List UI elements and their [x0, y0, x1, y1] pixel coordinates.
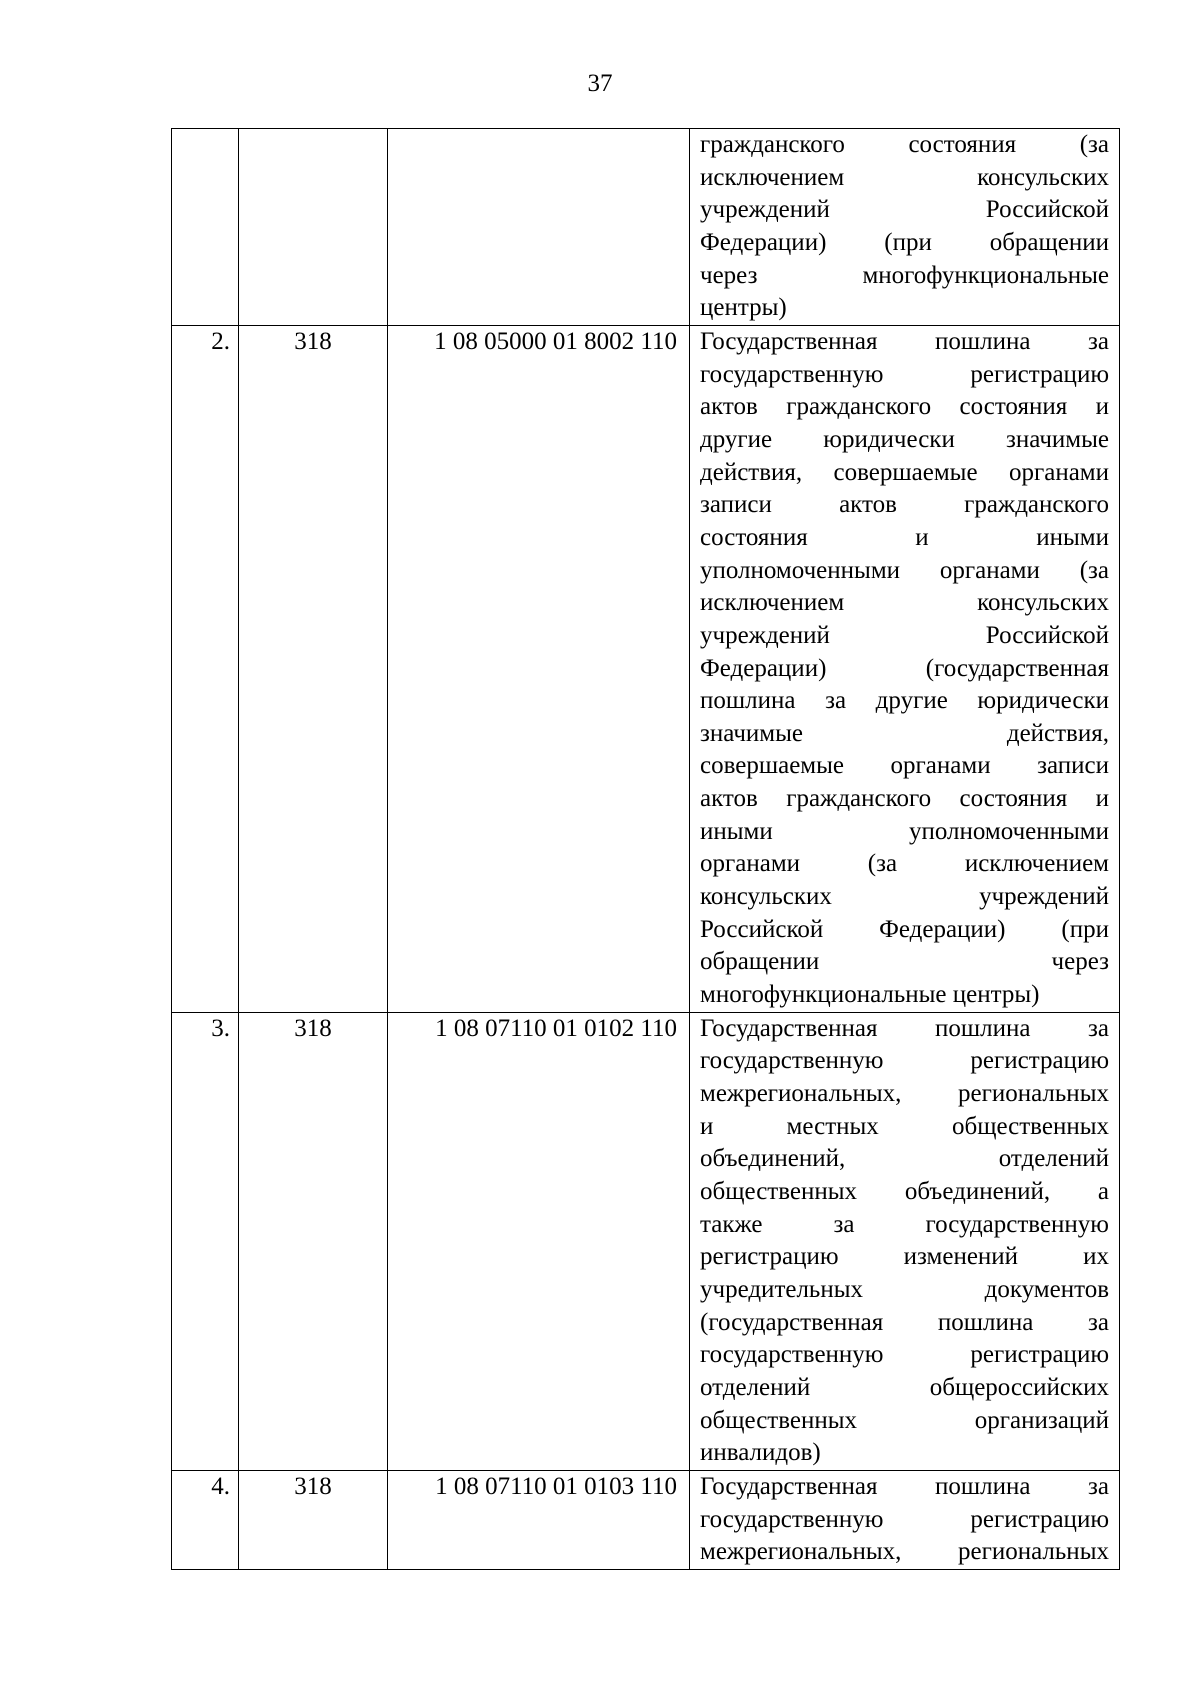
description-line: регистрацию изменений их [700, 1243, 1109, 1271]
description-line: обращении через [700, 948, 1109, 976]
description-line: гражданского состояния (за [700, 131, 1109, 158]
description-line: инвалидов) [700, 1439, 821, 1467]
description-line: действия, совершаемые органами [700, 458, 1109, 486]
description-line: совершаемые органами записи [700, 752, 1109, 780]
description-line: межрегиональных, региональных [700, 1538, 1109, 1566]
description-line: Государственная пошлина за [700, 1472, 1109, 1500]
income-description-cell [690, 129, 1120, 326]
income-codes-table [171, 128, 1120, 1570]
description-line: государственную регистрацию [700, 1505, 1109, 1533]
description-line: (государственная пошлина за [700, 1308, 1109, 1336]
description-line: консульских учреждений [700, 883, 1109, 911]
description-line: записи актов гражданского [700, 491, 1109, 519]
budget-classification-code-cell: 1 08 07110 01 0102 110 [388, 1012, 690, 1470]
description-line: учреждений Российской [700, 196, 1109, 224]
description-line: государственную регистрацию [700, 1047, 1109, 1075]
budget-classification-code-cell: 1 08 05000 01 8002 110 [388, 325, 690, 1012]
description-line: Государственная пошлина за [700, 327, 1109, 355]
row-number-cell: 3. [172, 1012, 239, 1470]
budget-classification-code-cell [388, 129, 690, 326]
description-line: государственную регистрацию [700, 360, 1109, 388]
description-line: исключением консульских [700, 163, 1109, 191]
administrator-code-cell: 318 [239, 325, 388, 1012]
description-line: и местных общественных [700, 1112, 1109, 1140]
income-description-cell [690, 325, 1120, 1012]
income-description-cell [690, 1012, 1120, 1470]
description-line: Государственная пошлина за [700, 1014, 1109, 1042]
description-line: органами (за исключением [700, 850, 1109, 878]
budget-classification-code-cell: 1 08 07110 01 0103 110 [388, 1470, 690, 1569]
income-description-cell [690, 1470, 1120, 1569]
description-line: через многофункциональные [700, 261, 1109, 289]
administrator-code-cell [239, 129, 388, 326]
description-line: центры) [700, 294, 787, 322]
description-line: межрегиональных, региональных [700, 1080, 1109, 1108]
description-line: государственную регистрацию [700, 1341, 1109, 1369]
row-number-cell [172, 129, 239, 326]
description-line: многофункциональные центры) [700, 981, 1040, 1009]
description-line: иными уполномоченными [700, 817, 1109, 845]
description-line: учредительных документов [700, 1275, 1109, 1303]
description-line: Федерации) (при обращении [700, 228, 1109, 256]
description-line: Российской Федерации) (при [700, 915, 1109, 943]
table-row [172, 1470, 1120, 1569]
description-line: актов гражданского состояния и [700, 393, 1109, 421]
description-line: общественных объединений, а [700, 1178, 1109, 1205]
row-number-cell: 4. [172, 1470, 239, 1569]
description-line: также за государственную [700, 1210, 1109, 1238]
administrator-code-cell: 318 [239, 1012, 388, 1470]
description-line: пошлина за другие юридически [700, 687, 1109, 715]
table-row [172, 129, 1120, 326]
description-line: другие юридически значимые [700, 425, 1109, 453]
description-line: значимые действия, [700, 719, 1109, 747]
description-line: актов гражданского состояния и [700, 785, 1109, 813]
description-line: состояния и иными [700, 523, 1109, 551]
description-line: учреждений Российской [700, 621, 1109, 649]
page-number: 37 [587, 70, 613, 97]
description-line: отделений общероссийских [700, 1373, 1109, 1401]
description-line: уполномоченными органами (за [700, 556, 1109, 584]
description-line: исключением консульских [700, 589, 1109, 617]
description-line: общественных организаций [700, 1406, 1109, 1434]
table-body [172, 129, 1120, 1570]
description-line: объединений, отделений [700, 1145, 1109, 1173]
administrator-code-cell: 318 [239, 1470, 388, 1569]
row-number-cell: 2. [172, 325, 239, 1012]
table-row [172, 325, 1120, 1012]
table-row [172, 1012, 1120, 1470]
description-line: Федерации) (государственная [700, 654, 1109, 682]
